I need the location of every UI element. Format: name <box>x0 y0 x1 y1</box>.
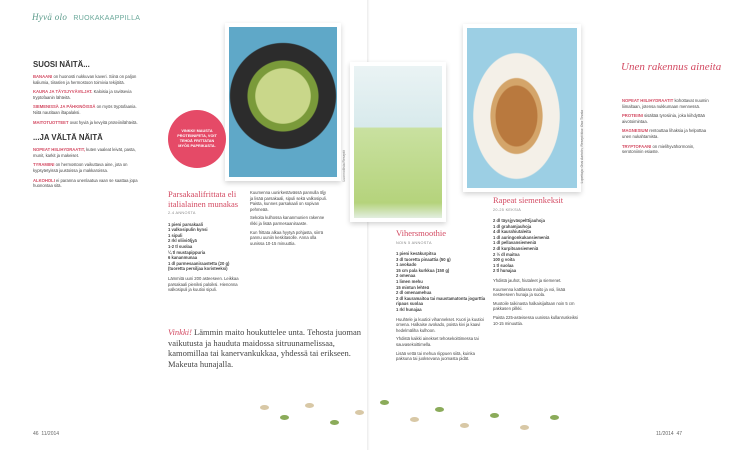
recipe-servings: 20-25 KEKSIÄ <box>493 207 522 212</box>
photo-caption: Luonnollista Reseptit <box>342 150 346 182</box>
sidebar-text: kohottavat nuumin liimaltaan, jotensa nukkumaan mennessä. <box>622 98 709 109</box>
page-number-left <box>33 431 59 437</box>
seed <box>410 417 419 422</box>
brand: Hyvä olo <box>32 12 68 22</box>
ingredient: ¼ tl mustapippuria <box>168 249 206 255</box>
ingredient: 1 sipuli <box>168 232 183 238</box>
sidebar-item <box>33 178 139 189</box>
left-sidebar <box>33 60 139 193</box>
frittata-photo <box>225 23 341 181</box>
ingredient: 3 dl tuoretta pinaattia (50 g) <box>396 256 451 262</box>
recipe-step: Muotoile taikinasta halkaisijaltaan noin 5 cm pakkasen pilkki. <box>493 300 575 312</box>
sidebar-keyword: MAITOTUOTTEET <box>33 119 69 125</box>
seed <box>305 403 314 408</box>
sidebar-item <box>33 74 139 85</box>
right-sidebar-title: Unen rakennus aineita <box>621 61 722 73</box>
recipe-step: Huuhtele ja kuutioi vihannekset. Kuori ja kuutioi omena. Halkaise avokado, poista kivi ja kaavi hedelmäliha kulhoon. <box>396 316 484 333</box>
ingredient: 2 ½ dl maitoa <box>493 251 520 257</box>
recipe-step: Kuumenna kattilassa maito ja voi, lisää nesteeseen hunaja ja suola. <box>493 286 566 298</box>
seed <box>550 415 559 420</box>
ingredient: 6 kananmunaa <box>168 255 198 261</box>
sidebar-title-2: ...JA VÄLTÄ NÄITÄ <box>33 133 103 143</box>
tip-label: Vinkki! <box>168 327 192 337</box>
page-number: 46 <box>33 431 39 437</box>
ingredient: 1 pieni parsakaali <box>168 221 203 227</box>
recipe-step: Lämmitä uuni 200 asteeseen. Leikkaa parsakaali pieniksi paloiksi. Hienonna valkosipuli ja kuutioi sipuli. <box>168 275 239 293</box>
seed <box>380 400 389 405</box>
seed <box>330 420 339 425</box>
recipe-servings: NOIN 5 ANNOSTA <box>396 240 432 245</box>
ingredient: 1 dl pellavansiemeniä <box>493 240 537 246</box>
sidebar-keyword: NOPEAT HIILIHYDRAATIT, <box>33 147 85 153</box>
ingredient: 2 tl hunajaa <box>493 268 517 274</box>
ingredient: 1 limen mehu <box>396 279 423 285</box>
ingredient: 2 dl kauramaitoa tai maustamatonta jogurttia <box>396 295 486 301</box>
ingredient: 1 avokado <box>396 262 417 268</box>
ingredient: 2 dl täysjyväspelttijauhoja <box>493 218 545 224</box>
issue-number: 11/2014 <box>656 431 674 437</box>
seed <box>355 410 364 415</box>
sidebar-text: on hermostoon vaikuttava aine, jota on kypsytetyissä juustoissa ja makkaroissa. <box>33 162 128 173</box>
ingredient-list <box>493 218 579 274</box>
recipe-servings: 2-4 ANNOSTA <box>168 211 196 215</box>
ingredient: ripaus suolaa <box>396 301 423 307</box>
sidebar-text: kuten vaaleat leivät, pasta, munit, karkit ja makeiset. <box>33 147 136 158</box>
seeds-decoration <box>250 385 590 435</box>
sidebar-text: on mielihyvähormonin, serotoniinin esiaste. <box>622 143 695 155</box>
sidebar-keyword: MAGNESIUM <box>622 128 649 134</box>
ingredient: 2 dl kurpitsansiemeniä <box>493 246 539 252</box>
recipe-step: Kun frittata alkaa hyytyä pohjasta, siirrä pannu uuniin keskitasolle. Anna olla uunissa 10-15 minuuttia. <box>250 229 324 246</box>
issue-number: 11/2014 <box>41 431 60 437</box>
ingredient: 2 dl omenamehua <box>396 290 432 296</box>
sidebar-item <box>33 120 139 126</box>
sidebar-item <box>33 104 139 115</box>
sidebar-text: rentouttaa lihaksia ja helpottaa unen nukahtamista. <box>622 128 707 139</box>
ingredient: 1-2 tl suolaa <box>168 243 193 249</box>
tip-text <box>168 327 363 369</box>
sidebar-title-1: SUOSI NÄITÄ... <box>33 60 90 69</box>
sidebar-keyword: NOPEAT HIILIHYDRAATIT <box>622 98 674 103</box>
recipe-step: Yhdistä jauhot, hiutaleet ja siemenet. <box>493 278 562 284</box>
sidebar-keyword: BANAANI <box>33 74 53 79</box>
sidebar-text: ovat hyviä ja kevyitä proteiinilähteitä. <box>69 119 138 125</box>
right-sidebar <box>622 98 714 159</box>
sidebar-keyword: PROTEIINI <box>622 113 643 119</box>
ingredient: 1 tl suolaa <box>493 262 514 268</box>
sidebar-item <box>622 98 714 109</box>
ingredient: 4 dl kaurahiutaleita <box>493 229 531 235</box>
recipe-step: Sekoita kulhossa kananmunien rakenne rikki ja lisää parmesaaniraaste. <box>250 215 325 226</box>
recipe-frittata <box>168 190 244 293</box>
seed <box>280 415 289 420</box>
sidebar-keyword: TYRAMIINI <box>33 162 55 168</box>
recipe-step: Paista 225-asteisessa uunissa kullanruskeiksi 10-15 minuuttia. <box>493 315 578 326</box>
sidebar-item <box>33 89 139 100</box>
sidebar-keyword: SIEMENISSÄ JA PÄHKINÖISSÄ <box>33 104 96 110</box>
seed <box>460 423 469 428</box>
sidebar-text: sisältää tyrosiinia, joka kiihdyttää aivotoimintaa. <box>622 113 705 124</box>
sidebar-item <box>33 147 139 158</box>
recipe-title: Parsakaalifrittata eli italialainen munakas <box>168 189 239 209</box>
sidebar-text: on myös tryptofaania. Niitä nautitaan iltapalaksi. <box>33 104 137 115</box>
page-number: 47 <box>676 431 683 437</box>
sidebar-item <box>622 113 714 124</box>
ingredient: 100 g voita <box>493 257 515 263</box>
ingredient: 1 dl parmesaaniraastetta (20 g) (tuoretta persiljaa koristeeksi) <box>168 260 230 272</box>
tip-body: Lämmin maito houkuttelee untа. Tehosta juoman vaikutusta ja hauduta maidossa sitruunamelissaa, kamomillaa tai kanervankukkaa, yhdessä tai erikseen. Makeuta hunajalla. <box>168 327 362 369</box>
recipe-cookies <box>493 196 579 329</box>
sidebar-keyword: ALKOHOLI <box>33 177 55 183</box>
seed <box>520 425 529 430</box>
ingredient: 1 valkosipulin kynsi <box>168 227 208 233</box>
recipe-title: Rapeat siemenkeksit <box>493 195 564 205</box>
recipe-frittata-steps <box>250 190 330 249</box>
magazine-header <box>32 12 140 22</box>
sidebar-text: on huonosti nukkuvan kaveri. Siinä on paljon kaliumia, tiiraslen ja hermostoon toimivia tekijöitä. <box>33 74 137 85</box>
recipe-step: Yhdistä kaikki ainekset tehosekoittimessa tai sauvasekoittimella. <box>396 336 479 347</box>
seed <box>490 413 499 418</box>
sidebar-item <box>622 128 714 139</box>
sidebar-text: Kaloisia ja ravitsevia tryptofaanin lähteitä. <box>33 89 132 100</box>
ingredient: 1 dl grahamjauhoja <box>493 223 532 229</box>
section-name: RUOKAKAAPPILLA <box>73 15 141 22</box>
sidebar-item <box>33 162 139 173</box>
recipe-smoothie <box>396 229 488 365</box>
ingredient: 1 rkl hunajaa <box>396 307 422 313</box>
smoothie-photo <box>350 62 446 222</box>
page-number-right <box>656 431 682 437</box>
ingredient: 2 rkl oliiviöljyä <box>168 238 197 244</box>
photo-caption: Lopettaja: Ossi Aartolin, Reseptiikka: Osa Tirvala <box>580 110 584 184</box>
seed <box>260 405 269 410</box>
sidebar-keyword: KAURA JA TÄYSJYVÄVILJAT. <box>33 89 93 95</box>
sidebar-item <box>622 144 714 155</box>
cookies-photo <box>463 24 581 192</box>
recipe-step: Lisää vettä tai mehua riippuen siitä, kuinka paksuna tai juoksevana juomasta pidät. <box>396 350 475 362</box>
recipe-step: Kuumenna uunirkestävässä pannulla öljy ja lisää parsakaali, sipuli sekä valkosipuli. Paista, kunnes parsakaali on sopivan pehmeää. <box>250 190 327 212</box>
ingredient-list <box>396 251 488 313</box>
ingredient: 15 cm pala kurkkua (150 g) <box>396 267 450 273</box>
tip-sticker: VINKKI! MAUSTA PROTEIINIFETA, VOIT TEHDÄ FRITTATAN MYÖS PAPRIKASTA. <box>168 110 226 168</box>
ingredient-list <box>168 222 244 272</box>
ingredient: 15 mintun lehteä <box>396 284 430 290</box>
ingredient: 2 omenaa <box>396 273 416 279</box>
sidebar-keyword: TRYPTOFAANI <box>622 143 652 149</box>
recipe-title: Vihersmoothie <box>396 228 447 238</box>
ingredient: 1 dl auringonkukansiemeniä <box>493 234 550 240</box>
ingredient: 1 pieni kesäkurpitsa <box>396 251 437 257</box>
seed <box>435 407 444 412</box>
sidebar-text: ei paranna unenlaatua vaan se saattaa jopa huonontaa sitä. <box>33 177 138 189</box>
